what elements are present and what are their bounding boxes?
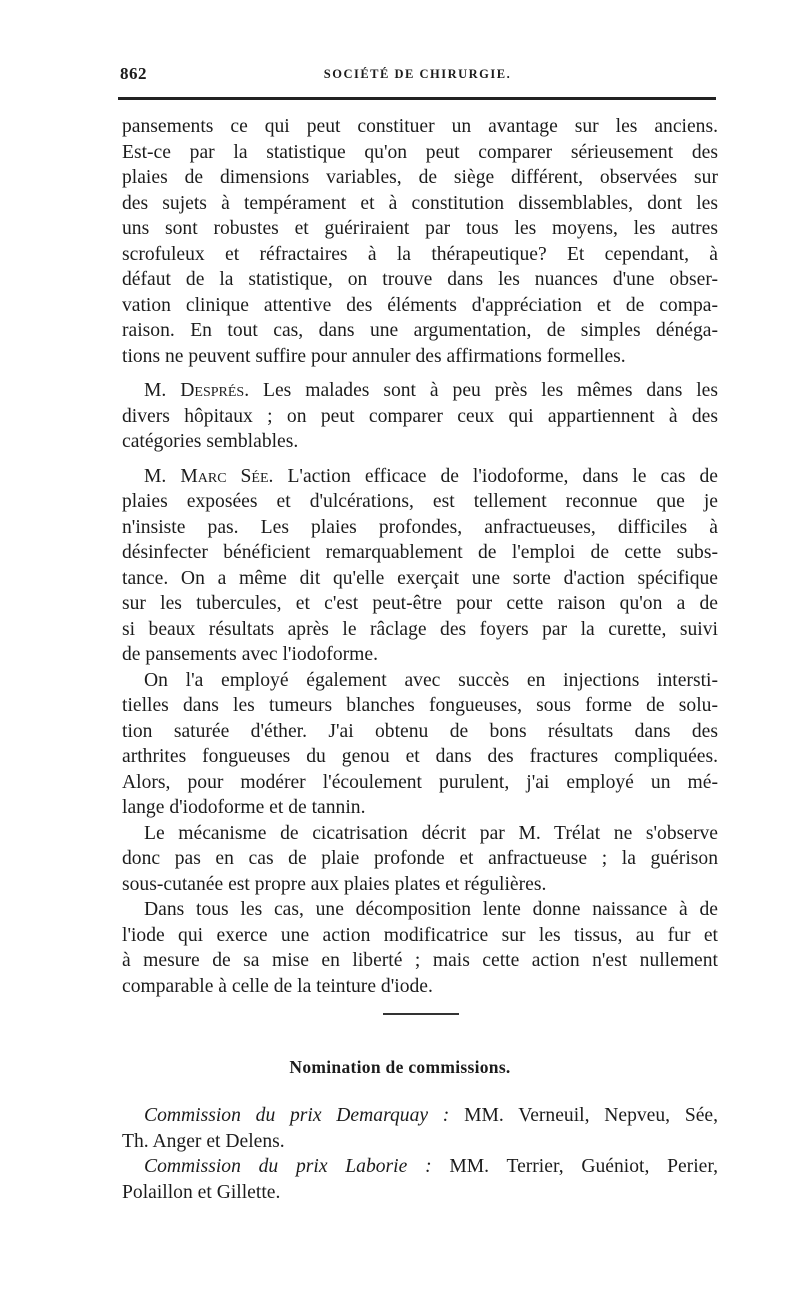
commission-demarquay bbox=[122, 1103, 718, 1154]
text-line: tance. On a même dit qu'elle exerçait une sorte d'action spécifique bbox=[122, 567, 718, 589]
paragraph-despres bbox=[122, 378, 718, 455]
text-line: défaut de la statistique, on trouve dans les nuances d'une obser- bbox=[122, 269, 718, 290]
paragraph bbox=[122, 114, 718, 369]
page-number: 862 bbox=[120, 64, 147, 83]
paragraph bbox=[122, 668, 718, 821]
text-line: des sujets à tempérament et à constitution dissemblables, dont les bbox=[122, 192, 718, 214]
running-title: SOCIÉTÉ DE CHIRURGIE. bbox=[323, 67, 512, 81]
text-line: Est-ce par la statistique qu'on peut comparer sérieusement des bbox=[122, 141, 718, 163]
text-line: On l'a employé également avec succès en injections intersti- bbox=[144, 669, 718, 691]
text-line: si beaux résultats après le râclage des foyers par la curette, suivi bbox=[122, 618, 718, 640]
speaker-name: Marc Sée bbox=[180, 465, 269, 487]
paragraph-marc-see bbox=[122, 464, 718, 668]
text-line: sur les tubercules, et c'est peut-être pour cette raison qu'on a de bbox=[122, 593, 718, 614]
text-line: à mesure de sa mise en liberté ; mais cette action n'est nullement bbox=[122, 950, 718, 971]
commission-members: MM. Verneuil, Nepveu, Sée, bbox=[449, 1105, 719, 1126]
speaker-prefix: M. bbox=[144, 465, 181, 487]
commissions-list bbox=[122, 1103, 718, 1205]
commission-laborie bbox=[122, 1154, 718, 1205]
text-line: tielles dans les tumeurs blanches fongueuses, sous forme de solu- bbox=[122, 695, 718, 716]
page-header bbox=[120, 64, 715, 86]
text-line bbox=[122, 1154, 718, 1180]
text-line: plaies de dimensions variables, de siège différent, observées sur bbox=[122, 167, 718, 188]
body-text bbox=[122, 114, 718, 999]
section-title: Nomination de commissions. bbox=[289, 1057, 511, 1077]
text-line: n'insiste pas. Les plaies profondes, anfractueuses, difficiles à bbox=[122, 516, 718, 538]
speaker-name: Després bbox=[180, 380, 245, 401]
header-rule bbox=[118, 97, 716, 100]
text-line: désinfecter bénéficient remarquablement de l'emploi de cette subs- bbox=[122, 542, 718, 563]
commission-name: Commission du prix Laborie : bbox=[144, 1156, 432, 1177]
text-line: pansements ce qui peut constituer un avantage sur les anciens. bbox=[122, 116, 718, 137]
text-line: vation clinique attentive des éléments d'appréciation et de compa- bbox=[122, 294, 718, 316]
text-line: lange d'iodoforme et de tannin. bbox=[122, 797, 366, 818]
speaker-text: . Les malades sont à peu près les mêmes dans les bbox=[244, 380, 718, 401]
text-line: de pansements avec l'iodoforme. bbox=[122, 644, 378, 665]
text-line: Dans tous les cas, une décomposition lente donne naissance à de bbox=[144, 899, 718, 920]
text-line bbox=[122, 464, 718, 490]
text-line: tions ne peuvent suffire pour annuler des affirmations formelles. bbox=[122, 345, 626, 367]
text-line bbox=[122, 378, 718, 404]
text-line: catégories semblables. bbox=[122, 431, 299, 452]
text-line: scrofuleux et réfractaires à la thérapeutique? Et cependant, à bbox=[122, 243, 718, 265]
text-line: l'iode qui exerce une action modificatrice sur les tissus, au fur et bbox=[122, 924, 718, 946]
text-line: Alors, pour modérer l'écoulement purulent, j'ai employé un mé- bbox=[122, 771, 718, 793]
text-line: plaies exposées et d'ulcérations, est tellement reconnue que je bbox=[122, 491, 718, 512]
text-line: Th. Anger et Delens. bbox=[122, 1130, 285, 1152]
text-line: donc pas en cas de plaie profonde et anfractueuse ; la guérison bbox=[122, 848, 718, 869]
text-line: tion saturée d'éther. J'ai obtenu de bons résultats dans des bbox=[122, 720, 718, 742]
text-line bbox=[122, 1103, 718, 1129]
speaker-prefix: M. bbox=[144, 380, 181, 401]
text-line: sous-cutanée est propre aux plaies plates et régulières. bbox=[122, 873, 547, 895]
paragraph bbox=[122, 897, 718, 999]
text-line: Polaillon et Gillette. bbox=[122, 1181, 281, 1203]
commission-name: Commission du prix Demarquay : bbox=[144, 1105, 450, 1126]
section-divider bbox=[383, 1013, 459, 1015]
text-line: uns sont robustes et guériraient par tous les moyens, les autres bbox=[122, 218, 718, 239]
text-line: raison. En tout cas, dans une argumentation, de simples dénéga- bbox=[122, 320, 718, 341]
text-line: divers hôpitaux ; on peut comparer ceux qui appartiennent à des bbox=[122, 405, 718, 427]
speaker-text: . L'action efficace de l'iodoforme, dans le cas de bbox=[268, 465, 718, 487]
text-line: Le mécanisme de cicatrisation décrit par M. Trélat ne s'observe bbox=[144, 822, 718, 844]
text-line: arthrites fongueuses du genou et dans des fractures compliquées. bbox=[122, 746, 718, 767]
paragraph bbox=[122, 821, 718, 898]
commission-members: MM. Terrier, Guéniot, Perier, bbox=[431, 1156, 718, 1177]
text-line: comparable à celle de la teinture d'iode. bbox=[122, 975, 433, 997]
